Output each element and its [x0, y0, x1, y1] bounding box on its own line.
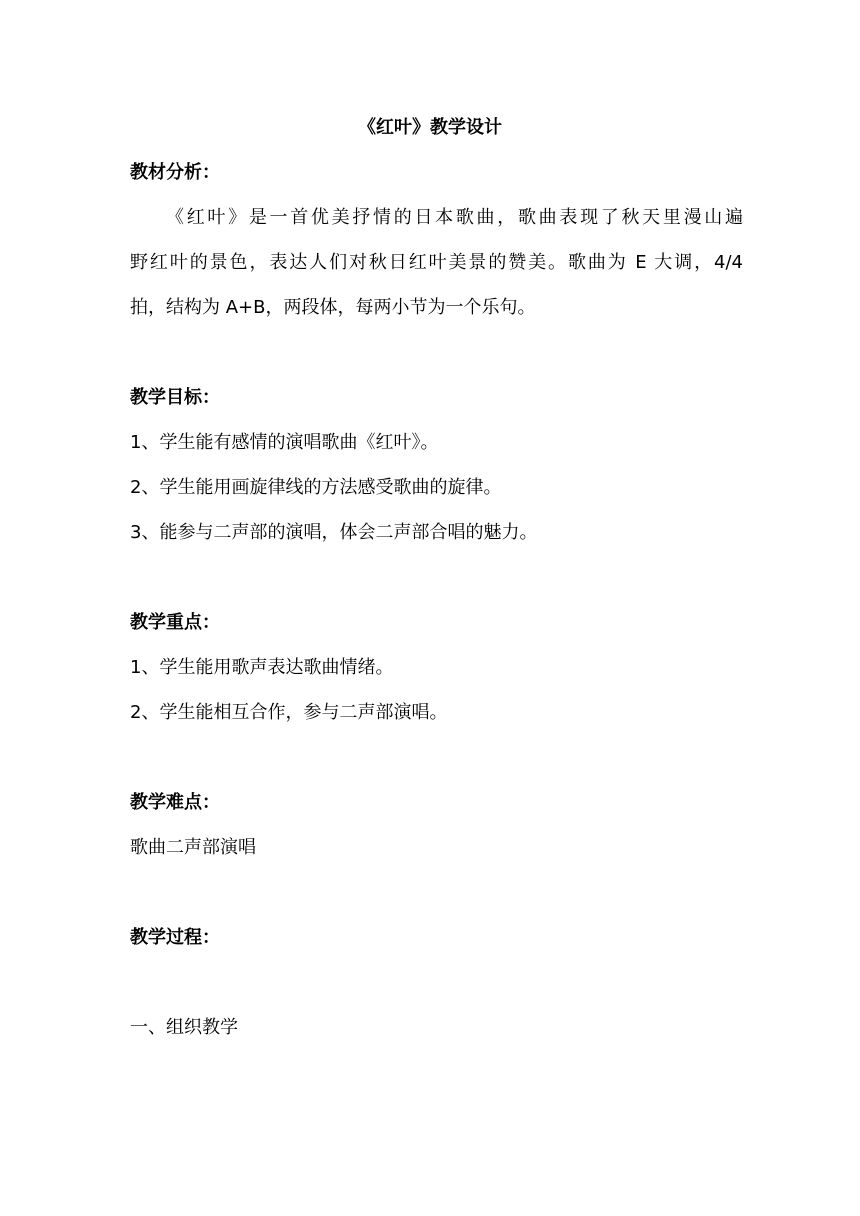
analysis-paragraph-line: 《红叶》是一首优美抒情的日本歌曲，歌曲表现了秋天里漫山遍	[166, 207, 743, 228]
key-point-item: 1、学生能用歌声表达歌曲情绪。	[130, 657, 394, 678]
section-heading-difficulty: 教学难点：	[130, 792, 220, 813]
section-heading-analysis: 教材分析：	[130, 162, 220, 183]
difficulty-text: 歌曲二声部演唱	[130, 837, 256, 858]
objective-item: 2、学生能用画旋律线的方法感受歌曲的旋律。	[130, 477, 502, 498]
section-heading-process: 教学过程：	[130, 927, 220, 948]
key-point-item: 2、学生能相互合作，参与二声部演唱。	[130, 702, 448, 723]
analysis-paragraph-line: 拍，结构为 A+B，两段体，每两小节为一个乐句。	[130, 297, 536, 318]
process-step-1: 一、组织教学	[130, 1017, 238, 1038]
analysis-paragraph-line: 野红叶的景色，表达人们对秋日红叶美景的赞美。歌曲为 E 大调，4/4	[130, 252, 743, 273]
section-heading-key-points: 教学重点：	[130, 612, 220, 633]
objective-item: 1、学生能有感情的演唱歌曲《红叶》。	[130, 432, 439, 453]
section-heading-objectives: 教学目标：	[130, 387, 220, 408]
objective-item: 3、能参与二声部的演唱，体会二声部合唱的魅力。	[130, 522, 538, 543]
document-title: 《红叶》教学设计	[358, 117, 502, 138]
